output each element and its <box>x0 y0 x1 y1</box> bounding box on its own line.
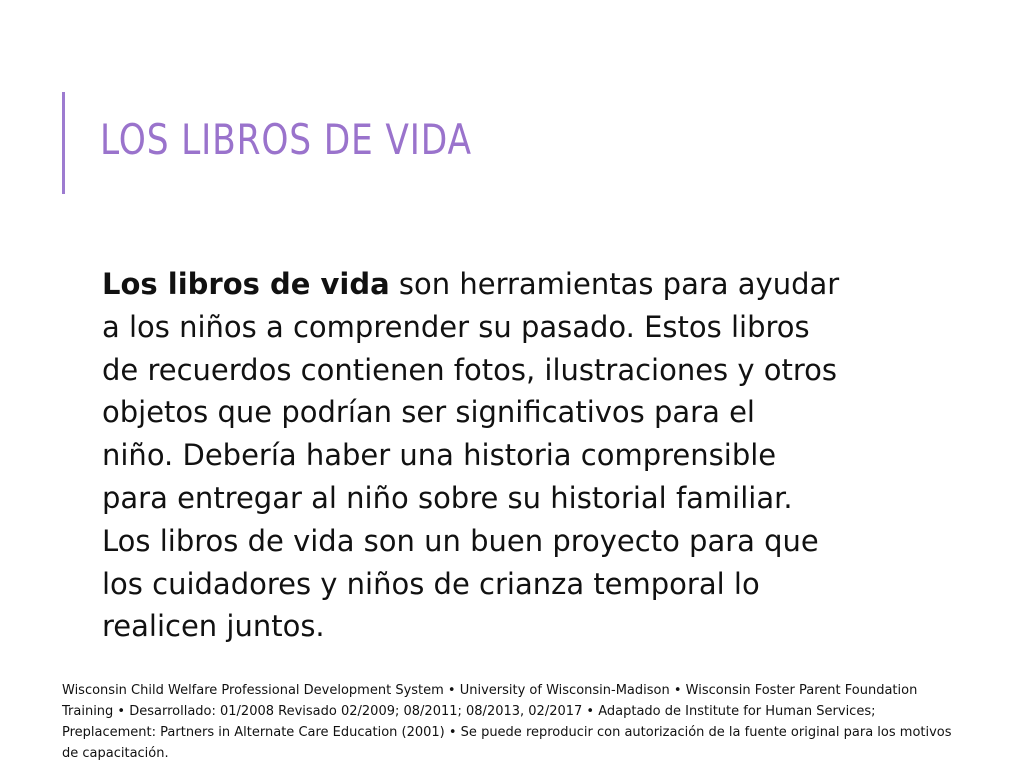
footer-line: Training • Desarrollado: 01/2008 Revisado 02/2009; 08/2011; 08/2013, 02/2017 • Adaptado de Institute for Human Services; <box>62 704 876 719</box>
body-line: Los libros de vida son un buen proyecto para que <box>102 523 819 558</box>
body-line: realicen juntos. <box>102 609 325 644</box>
body-lead-bold: Los libros de vida <box>102 267 390 301</box>
footer-line: de capacitación. <box>62 746 169 761</box>
body-line: los cuidadores y niños de crianza temporal lo <box>102 566 760 601</box>
slide-title: LOS LIBROS DE VIDA <box>100 115 472 164</box>
body-line: a los niños a comprender su pasado. Estos libros <box>102 309 810 344</box>
slide-footer-credits <box>62 680 982 764</box>
body-line: de recuerdos contienen fotos, ilustraciones y otros <box>102 352 838 387</box>
footer-line: Preplacement: Partners in Alternate Care Education (2001) • Se puede reproducir con autorización de la fuente original para los motivos <box>62 725 952 740</box>
body-line: objetos que podrían ser significativos para el <box>102 395 755 430</box>
body-line <box>102 263 902 306</box>
footer-line: Wisconsin Child Welfare Professional Development System • University of Wisconsin-Madison • Wisconsin Foster Parent Foundation <box>62 683 918 698</box>
slide-body-text <box>102 263 902 648</box>
body-line: niño. Debería haber una historia comprensible <box>102 438 777 473</box>
title-accent-bar <box>62 92 65 194</box>
body-line: para entregar al niño sobre su historial familiar. <box>102 480 793 515</box>
body-line-text: son herramientas para ayudar <box>389 267 840 301</box>
